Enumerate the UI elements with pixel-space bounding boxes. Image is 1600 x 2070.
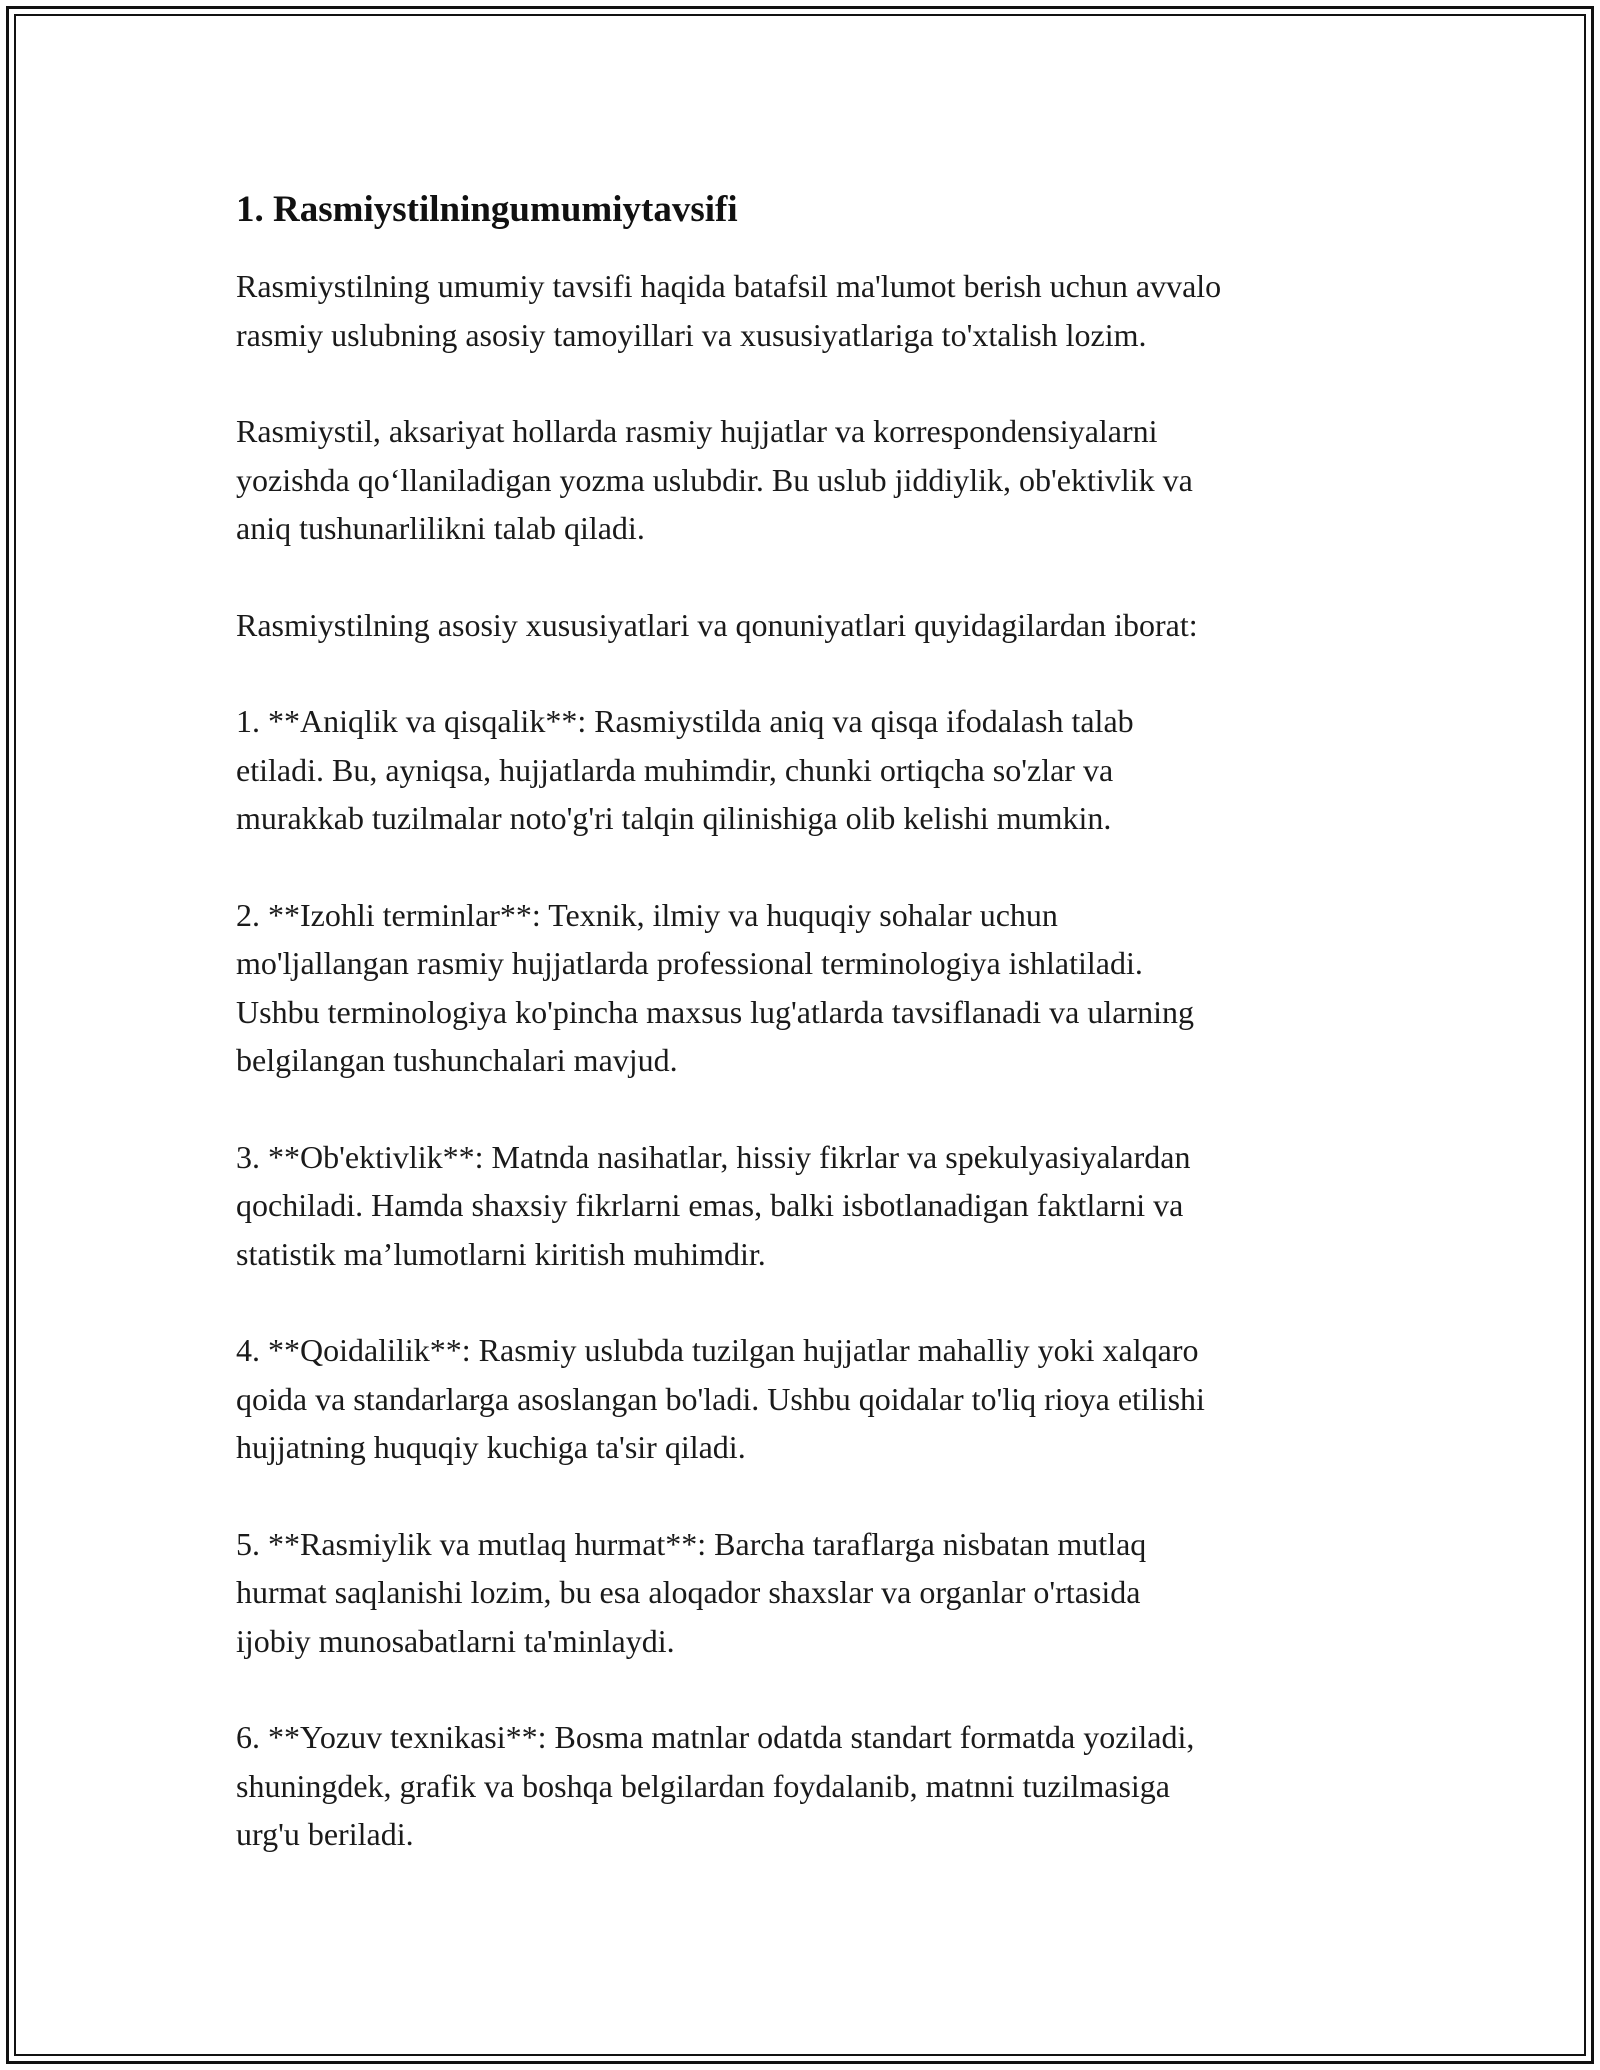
list-intro-paragraph: [236, 601, 1386, 650]
text-line: 5. **Rasmiylik va mutlaq hurmat**: Barcha taraflarga nisbatan mutlaq: [236, 1525, 1147, 1562]
text-line: ijobiy munosabatlarni ta'minlaydi.: [236, 1622, 675, 1659]
text-line: Rasmiystilning asosiy xususiyatlari va qonuniyatlari quyidagilardan iborat:: [236, 606, 1198, 643]
text-line: 1. **Aniqlik va qisqalik**: Rasmiystilda aniq va qisqa ifodalash talab: [236, 703, 1134, 739]
list-item-6: [236, 1713, 1386, 1859]
text-line: mo'ljallangan rasmiy hujjatlarda professional terminologiya ishlatiladi.: [236, 945, 1143, 981]
intro-paragraph: [236, 262, 1386, 359]
list-item-4: [236, 1326, 1386, 1472]
list-item-5: [236, 1520, 1386, 1666]
document-body: [236, 186, 1386, 1907]
text-line: qoida va standarlarga asoslangan bo'ladi. Ushbu qoidalar to'liq rioya etilishi: [236, 1380, 1205, 1417]
text-line: hurmat saqlanishi lozim, bu esa aloqador shaxslar va organlar o'rtasida: [236, 1574, 1141, 1610]
text-line: Ushbu terminologiya ko'pincha maxsus lug'atlarda tavsiflanadi va ularning: [236, 993, 1194, 1030]
list-item-1: [236, 697, 1386, 843]
text-line: belgilangan tushunchalari mavjud.: [236, 1042, 678, 1078]
text-line: etiladi. Bu, ayniqsa, hujjatlarda muhimdir, chunki ortiqcha so'zlar va: [236, 751, 1114, 788]
text-line: murakkab tuzilmalar noto'g'ri talqin qilinishiga olib kelishi mumkin.: [236, 800, 1112, 836]
text-line: 6. **Yozuv texnikasi**: Bosma matnlar odatda standart formatda yoziladi,: [236, 1719, 1195, 1755]
definition-paragraph: [236, 407, 1386, 553]
text-line: Rasmiystilning umumiy tavsifi haqida batafsil ma'lumot berish uchun avvalo: [236, 268, 1222, 304]
text-line: rasmiy uslubning asosiy tamoyillari va xususiyatlariga to'xtalish lozim.: [236, 316, 1147, 353]
text-line: hujjatning huquqiy kuchiga ta'sir qiladi.: [236, 1429, 746, 1465]
text-line: Rasmiystil, aksariyat hollarda rasmiy hujjatlar va korrespondensiyalarni: [236, 413, 1158, 449]
text-line: aniq tushunarlilikni talab qiladi.: [236, 510, 645, 546]
list-item-3: [236, 1133, 1386, 1279]
text-line: yozishda qo‘llaniladigan yozma uslubdir. Bu uslub jiddiylik, ob'ektivlik va: [236, 461, 1193, 498]
text-line: qochiladi. Hamda shaxsiy fikrlarni emas, balki isbotlanadigan faktlarni va: [236, 1187, 1184, 1223]
list-item-2: [236, 891, 1386, 1085]
text-line: 4. **Qoidalilik**: Rasmiy uslubda tuzilgan hujjatlar mahalliy yoki xalqaro: [236, 1332, 1199, 1368]
text-line: statistik ma’lumotlarni kiritish muhimdir.: [236, 1235, 766, 1272]
text-line: urg'u beriladi.: [236, 1816, 414, 1852]
section-heading: 1. Rasmiystilningumumiytavsifi: [236, 189, 738, 230]
text-line: 3. **Ob'ektivlik**: Matnda nasihatlar, hissiy fikrlar va spekulyasiyalardan: [236, 1138, 1191, 1175]
text-line: shuningdek, grafik va boshqa belgilardan foydalanib, matnni tuzilmasiga: [236, 1767, 1170, 1804]
text-line: 2. **Izohli terminlar**: Texnik, ilmiy va huquqiy sohalar uchun: [236, 896, 1058, 933]
